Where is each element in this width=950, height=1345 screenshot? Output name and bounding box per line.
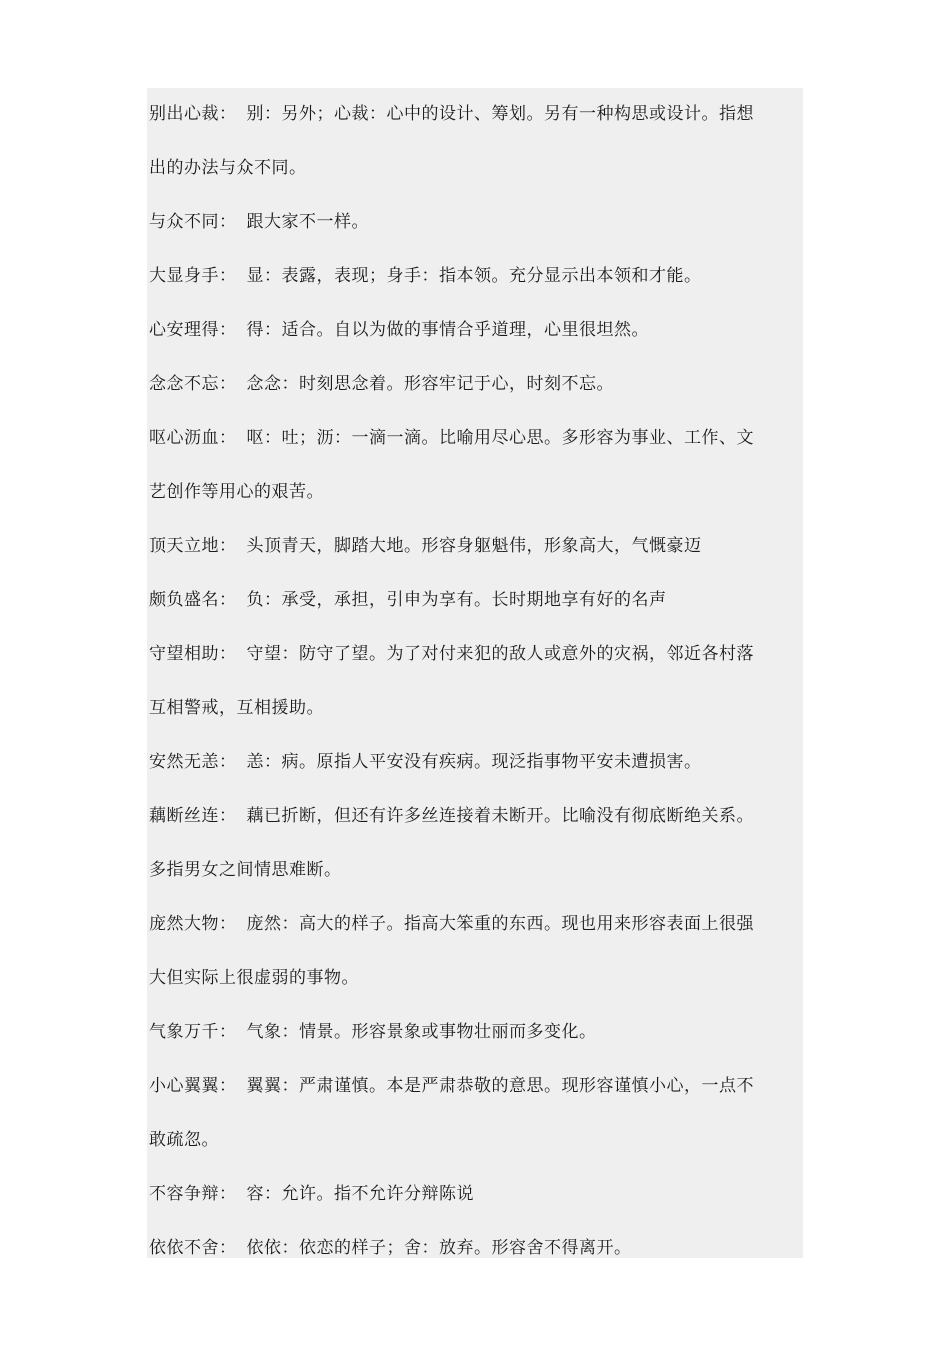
idiom-entry (149, 411, 769, 519)
idiom-definition: 庞然：高大的样子。指高大笨重的东西。现也用来形容表面上很强大但实际上很虚弱的事物。 (149, 914, 754, 988)
idiom-definition: 跟大家不一样。 (246, 212, 369, 232)
idiom-entry (149, 249, 769, 303)
idiom-entry (149, 897, 769, 1005)
idiom-term: 颇负盛名： (149, 590, 237, 610)
idiom-definition: 呕：吐；沥：一滴一滴。比喻用尽心思。多形容为事业、工作、文艺创作等用心的艰苦。 (149, 428, 754, 502)
idiom-term: 气象万千： (149, 1022, 237, 1042)
idiom-entry (149, 195, 769, 249)
idiom-term: 顶天立地： (149, 536, 237, 556)
idiom-definition: 翼翼：严肃谨慎。本是严肃恭敬的意思。现形容谨慎小心，一点不敢疏忽。 (149, 1076, 754, 1150)
idiom-entry (149, 87, 769, 195)
idiom-term: 心安理得： (149, 320, 237, 340)
idiom-entry (149, 1221, 769, 1275)
idiom-term: 与众不同： (149, 212, 237, 232)
idiom-term: 呕心沥血： (149, 428, 237, 448)
idiom-term: 念念不忘： (149, 374, 237, 394)
idiom-entry (149, 735, 769, 789)
idiom-term: 大显身手： (149, 266, 237, 286)
idiom-term: 小心翼翼： (149, 1076, 237, 1096)
idiom-definition: 念念：时刻思念着。形容牢记于心，时刻不忘。 (246, 374, 614, 394)
idiom-entry (149, 789, 769, 897)
idiom-entry (149, 303, 769, 357)
idiom-definition: 容：允许。指不允许分辩陈说 (246, 1184, 474, 1204)
idiom-definition: 恙：病。原指人平安没有疾病。现泛指事物平安未遭损害。 (246, 752, 702, 772)
idiom-entry (149, 357, 769, 411)
idiom-definition: 藕已折断，但还有许多丝连接着未断开。比喻没有彻底断绝关系。多指男女之间情思难断。 (149, 806, 754, 880)
idiom-term: 别出心裁： (149, 104, 237, 124)
idiom-entry (149, 627, 769, 735)
idiom-definition: 负：承受，承担，引申为享有。长时期地享有好的名声 (246, 590, 667, 610)
idiom-entry (149, 1059, 769, 1167)
idiom-definition: 气象：情景。形容景象或事物壮丽而多变化。 (246, 1022, 597, 1042)
idiom-entry (149, 1167, 769, 1221)
idiom-list (149, 87, 769, 1275)
idiom-definition: 得：适合。自以为做的事情合乎道理，心里很坦然。 (246, 320, 649, 340)
idiom-definition: 显：表露，表现；身手：指本领。充分显示出本领和才能。 (246, 266, 702, 286)
idiom-term: 守望相助： (149, 644, 237, 664)
idiom-term: 依依不舍： (149, 1238, 237, 1258)
idiom-entry (149, 573, 769, 627)
idiom-entry (149, 1005, 769, 1059)
idiom-definition: 守望：防守了望。为了对付来犯的敌人或意外的灾祸，邻近各村落互相警戒，互相援助。 (149, 644, 754, 718)
idiom-definition: 别：另外；心裁：心中的设计、筹划。另有一种构思或设计。指想出的办法与众不同。 (149, 104, 754, 178)
idiom-term: 藕断丝连： (149, 806, 237, 826)
idiom-entry (149, 519, 769, 573)
idiom-term: 不容争辩： (149, 1184, 237, 1204)
idiom-term: 安然无恙： (149, 752, 237, 772)
idiom-definition: 依依：依恋的样子；舍：放弃。形容舍不得离开。 (246, 1238, 632, 1258)
idiom-term: 庞然大物： (149, 914, 237, 934)
idiom-definition: 头顶青天，脚踏大地。形容身躯魁伟，形象高大，气慨豪迈 (246, 536, 702, 556)
